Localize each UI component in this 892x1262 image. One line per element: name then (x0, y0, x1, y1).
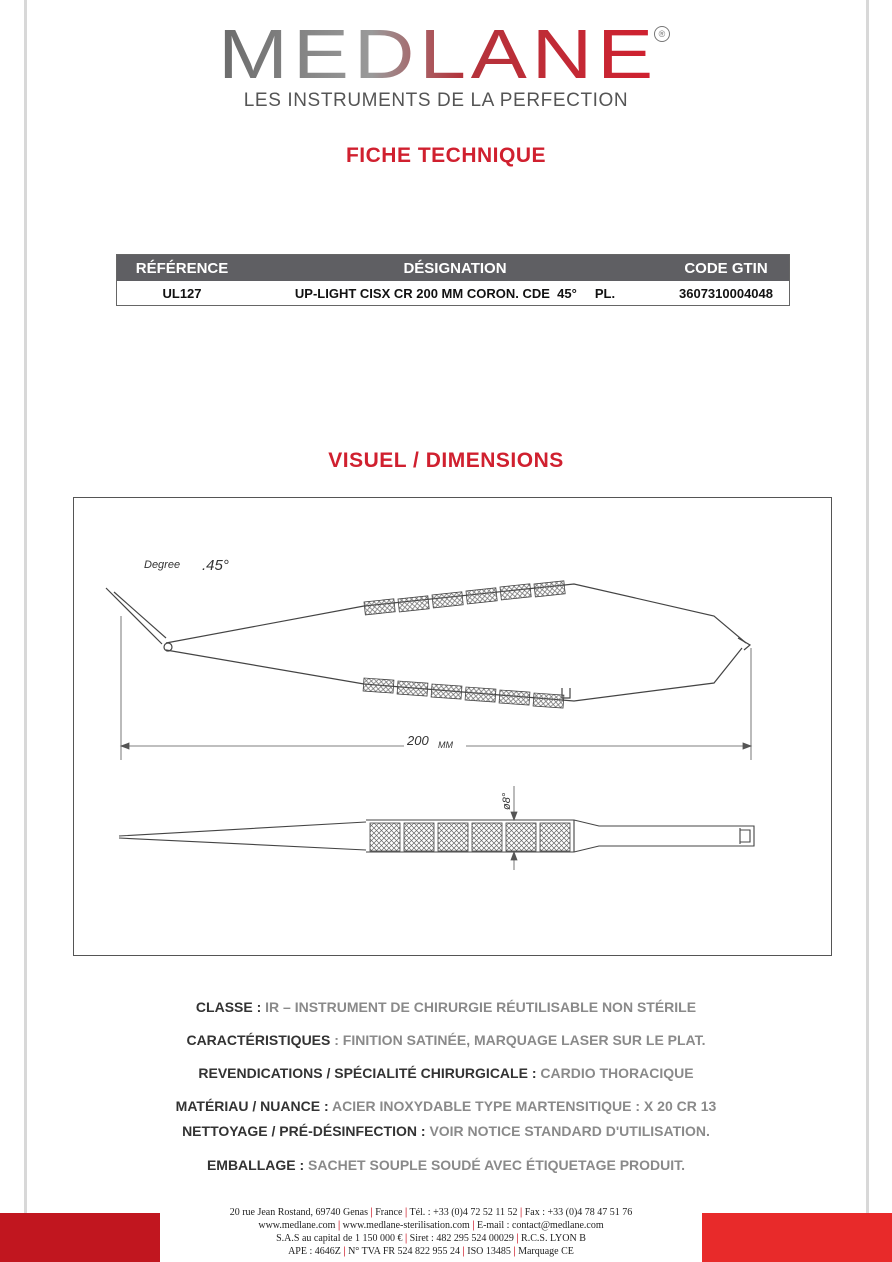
tagline: LES INSTRUMENTS DE LA PERFECTION (243, 90, 629, 111)
length-value: 200 (407, 733, 429, 748)
footer-country: France (375, 1207, 403, 1218)
spec-emballage (0, 1157, 892, 1173)
footer-fax: Fax : +33 (0)4 78 47 51 76 (524, 1207, 633, 1218)
spec-label: CLASSE : (195, 999, 262, 1015)
upper-grip (364, 581, 565, 615)
angle-value: .45° (202, 557, 229, 574)
table-header-row (117, 255, 789, 281)
sheet-title: FICHE TECHNIQUE (345, 144, 546, 167)
footer-siret: Siret : 482 295 524 00029 (409, 1233, 514, 1244)
spec-value: ACIER INOXYDABLE TYPE MARTENSITIQUE : X 20 CR 13 (332, 1098, 717, 1114)
spec-nettoyage (0, 1123, 892, 1139)
cell-reference: UL127 (162, 285, 202, 301)
footer-phone: Tél. : +33 (0)4 72 52 11 52 (409, 1207, 518, 1218)
footer-website-link[interactable]: www.medlane.com (258, 1220, 336, 1231)
spec-value: VOIR NOTICE STANDARD D'UTILISATION. (429, 1123, 710, 1139)
cell-gtin: 3607310004048 (679, 285, 773, 301)
instrument-top-view (119, 820, 754, 852)
lower-grip (363, 678, 564, 708)
spec-value: CARDIO THORACIQUE (540, 1065, 694, 1081)
footer-line-legal: APE : 4646Z | N° TVA FR 524 822 955 24 | ISO 13485 | Marquage CE (288, 1246, 574, 1257)
footer-bar-right (702, 1213, 892, 1262)
spec-label: NETTOYAGE / PRÉ-DÉSINFECTION : (182, 1123, 426, 1139)
footer-sterilisation-link[interactable]: www.medlane-sterilisation.com (342, 1220, 470, 1231)
reference-table (116, 254, 790, 306)
footer-line-web: www.medlane.com | www.medlane-sterilisation.com | E-mail : contact@medlane.com (258, 1220, 604, 1231)
technical-drawing (73, 497, 832, 956)
footer-email[interactable]: E-mail : contact@medlane.com (476, 1220, 604, 1231)
angle-label: Degree (144, 559, 181, 571)
cell-designation: UP-LIGHT CISX CR 200 MM CORON. CDE 45° PL. (294, 285, 616, 301)
table-row (117, 281, 789, 305)
length-unit: MM (438, 740, 453, 750)
header-gtin: CODE GTIN (684, 259, 768, 277)
brand-wordmark: MEDLANE (218, 22, 658, 84)
footer-address: 20 rue Jean Rostand, 69740 Genas (229, 1207, 369, 1218)
footer-tva: N° TVA FR 524 822 955 24 (348, 1246, 461, 1257)
footer-ce-mark: Marquage CE (518, 1246, 574, 1257)
top-grip (370, 823, 570, 851)
spec-revendications (0, 1065, 892, 1081)
spec-value: : FINITION SATINÉE, MARQUAGE LASER SUR LE PLAT. (334, 1032, 706, 1048)
spec-value: IR – INSTRUMENT DE CHIRURGIE RÉUTILISABLE NON STÉRILE (265, 999, 697, 1015)
footer-iso: ISO 13485 (467, 1246, 511, 1257)
spec-classe (0, 999, 892, 1015)
spec-materiau (0, 1098, 892, 1114)
registered-mark: ® (654, 26, 670, 42)
diameter-label: ø8° (501, 792, 513, 810)
spec-label: REVENDICATIONS / SPÉCIALITÉ CHIRURGICALE : (198, 1065, 537, 1081)
medlane-logo (218, 22, 678, 84)
footer-line-company: S.A.S au capital de 1 150 000 € | Siret : 482 295 524 00029 | R.C.S. LYON B (276, 1233, 586, 1244)
spec-label: EMBALLAGE : (206, 1157, 305, 1173)
header-reference: RÉFÉRENCE (135, 259, 229, 277)
header-designation: DÉSIGNATION (403, 259, 507, 277)
footer-bar-left (0, 1213, 160, 1262)
footer-line-address: 20 rue Jean Rostand, 69740 Genas | France | Tél. : +33 (0)4 72 52 11 52 | Fax : +33 (0)4 78 47 51 76 (229, 1207, 633, 1218)
visual-title: VISUEL / DIMENSIONS (328, 449, 564, 472)
footer-rcs: R.C.S. LYON B (521, 1233, 586, 1244)
spec-label: MATÉRIAU / NUANCE : (175, 1098, 329, 1114)
footer-capital: S.A.S au capital de 1 150 000 € (276, 1233, 403, 1244)
spec-value: SACHET SOUPLE SOUDÉ AVEC ÉTIQUETAGE PRODUIT. (308, 1157, 686, 1173)
spec-caracteristiques (0, 1032, 892, 1048)
footer-ape: APE : 4646Z (288, 1246, 341, 1257)
footer-contact (160, 1206, 702, 1258)
spec-label: CARACTÉRISTIQUES (186, 1032, 331, 1048)
